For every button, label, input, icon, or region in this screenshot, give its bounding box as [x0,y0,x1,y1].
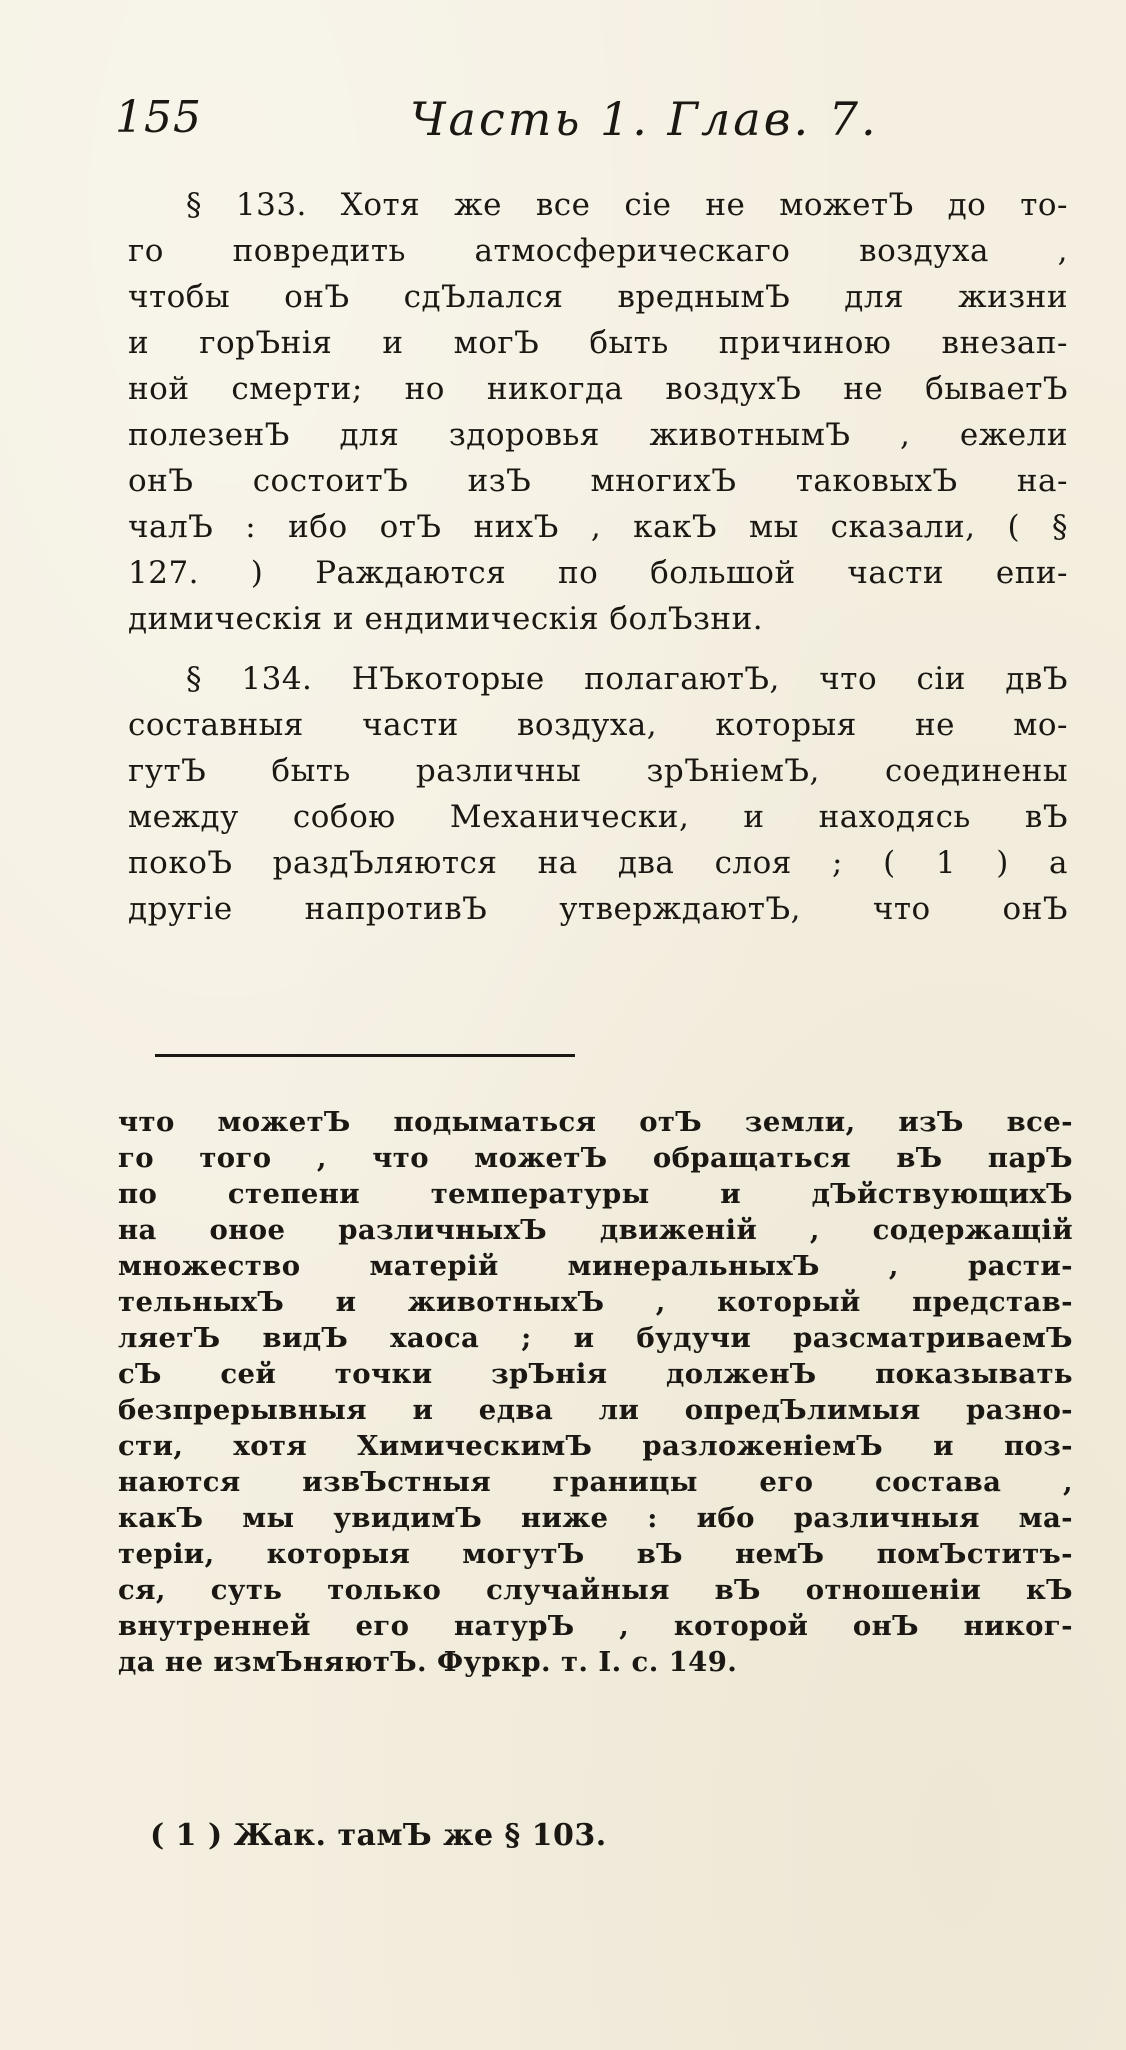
text-line: чалЪ : ибо отЪ нихЪ , какЪ мы сказали, ( § [128,509,1068,545]
text-line: ной смерти; но никогда воздухЪ не бываетЪ [128,371,1068,407]
footnote-line: по степени температуры и дЪйствующихЪ [118,1178,1073,1210]
text-line: гутЪ быть различны зрЪніемЪ, соединены [128,753,1068,789]
footnote-line: на оное различныхЪ движеній , содержащій [118,1214,1073,1246]
footnote-line: го того , что можетЪ обращаться вЪ парЪ [118,1142,1073,1174]
footnote-line: ляетЪ видЪ хаоса ; и будучи разсматриваемЪ [118,1322,1073,1354]
footnote-line: какЪ мы увидимЪ ниже : ибо различныя ма- [118,1502,1073,1534]
text-line: полезенЪ для здоровья животнымЪ , ежели [128,417,1068,453]
footnote-line: ся, суть только случайныя вЪ отношеніи кЪ [118,1574,1073,1606]
page-number: 155 [115,92,202,143]
footnote-line: сЪ сей точки зрЪнія долженЪ показывать [118,1358,1073,1390]
footnote-separator [155,1054,575,1057]
paragraph-gap [128,642,1068,656]
main-text [128,182,1068,932]
footnote-line: наются извЪстныя границы его состава , [118,1466,1073,1498]
text-line: го повредить атмосферическаго воздуха , [128,233,1068,269]
footnote-block [118,1104,1073,1680]
text-line: между собою Механически, и находясь вЪ [128,799,1068,835]
text-line: онЪ состоитЪ изЪ многихЪ таковыхЪ на- [128,463,1068,499]
text-line: § 133. Хотя же все сіе не можетЪ до то- [186,187,1068,223]
footnote-line: сти, хотя ХимическимЪ разложеніемЪ и поз- [118,1430,1073,1462]
footnote-line: да не измЪняютЪ. Фуркр. т. I. с. 149. [118,1646,738,1678]
text-line: покоЪ раздЪляются на два слоя ; ( 1 ) а [128,845,1068,881]
footnote-line: множество матерій минеральныхЪ , расти- [118,1250,1073,1282]
text-line: 127. ) Раждаются по большой части епи- [128,555,1068,591]
footnote-line: тельныхЪ и животныхЪ , который представ- [118,1286,1073,1318]
running-head: Часть 1. Глав. 7. [410,92,879,146]
footnote-line: внутренней его натурЪ , которой онЪ никог- [118,1610,1073,1642]
footnote-line: теріи, которыя могутЪ вЪ немЪ помЪститъ- [118,1538,1073,1570]
footnote-reference: ( 1 ) Жак. тамЪ же § 103. [150,1818,607,1853]
paragraph-134 [128,656,1068,932]
paragraph-133 [128,182,1068,642]
text-line: составныя части воздуха, которыя не мо- [128,707,1068,743]
text-line: другіе напротивЪ утверждаютЪ, что онЪ [128,891,1068,927]
text-line: чтобы онЪ сдЪлался вреднымЪ для жизни [128,279,1068,315]
text-line: и горЪнія и могЪ быть причиною внезап- [128,325,1068,361]
footnote-line: что можетЪ подыматься отЪ земли, изЪ все- [118,1106,1073,1138]
text-line: димическія и ендимическія болЪзни. [128,601,764,637]
footnote-line: безпрерывныя и едва ли опредЪлимыя разно- [118,1394,1073,1426]
text-line: § 134. НЪкоторые полагаютЪ, что сіи двЪ [186,661,1068,697]
page-header [115,92,1075,152]
